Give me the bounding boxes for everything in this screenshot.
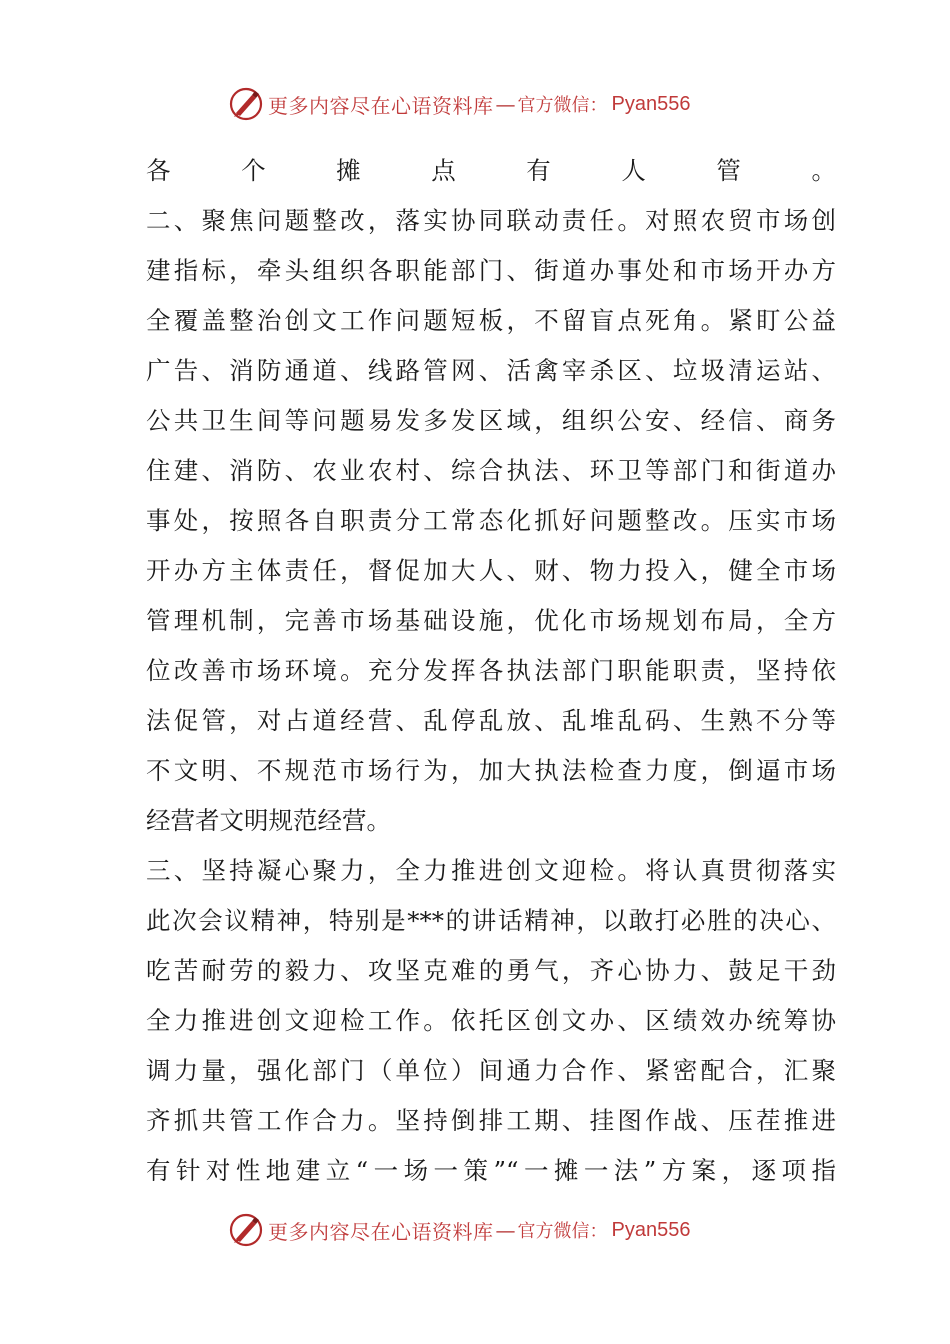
- body-line: 事处，按照各自职责分工常态化抓好问题整改。压实市场: [146, 506, 836, 535]
- body-line: 法促管，对占道经营、乱停乱放、乱堆乱码、生熟不分等: [146, 706, 836, 735]
- body-line: 此次会议精神，特别是***的讲话精神，以敢打必胜的决心、: [146, 906, 836, 935]
- body-line: 吃苦耐劳的毅力、攻坚克难的勇气，齐心协力、鼓足干劲: [146, 956, 836, 985]
- body-line: 建指标，牵头组织各职能部门、街道办事处和市场开办方: [146, 256, 836, 285]
- body-line: 公共卫生间等问题易发多发区域，组织公安、经信、商务: [146, 406, 836, 435]
- watermark-separator: —: [495, 92, 516, 116]
- watermark-site-text: 更多内容尽在心语资料库: [268, 93, 494, 118]
- watermark-contact-id: Pyan556: [611, 1218, 691, 1241]
- document-body: [146, 146, 836, 1196]
- watermark-site-text: 更多内容尽在心语资料库: [268, 1219, 494, 1244]
- pen-logo-icon: [228, 86, 264, 122]
- body-line: 管理机制，完善市场基础设施，优化市场规划布局，全方: [146, 606, 836, 635]
- body-line: 全力推进创文迎检工作。依托区创文办、区绩效办统筹协: [146, 1006, 836, 1035]
- footer-watermark: [228, 1210, 690, 1250]
- body-line: 位改善市场环境。充分发挥各执法部门职能职责，坚持依: [146, 656, 836, 685]
- body-line: 开办方主体责任，督促加大人、财、物力投入，健全市场: [146, 556, 836, 585]
- body-line: 三、坚持凝心聚力，全力推进创文迎检。将认真贯彻落实: [146, 856, 836, 885]
- body-line: 住建、消防、农业农村、综合执法、环卫等部门和街道办: [146, 456, 836, 485]
- body-line: 经营者文明规范经营。: [146, 806, 391, 835]
- pen-logo-icon: [228, 1212, 264, 1248]
- watermark-separator: —: [495, 1218, 516, 1242]
- body-line: 广告、消防通道、线路管网、活禽宰杀区、垃圾清运站、: [146, 356, 836, 385]
- body-line: 不文明、不规范市场行为，加大执法检查力度，倒逼市场: [146, 756, 836, 785]
- body-line: 全覆盖整治创文工作问题短板，不留盲点死角。紧盯公益: [146, 306, 836, 335]
- watermark-contact-label: 官方微信：: [517, 95, 608, 116]
- body-line: 调力量，强化部门（单位）间通力合作、紧密配合，汇聚: [146, 1056, 836, 1085]
- header-watermark: [228, 84, 690, 124]
- body-line: 齐抓共管工作合力。坚持倒排工期、挂图作战、压茬推进: [146, 1106, 836, 1135]
- body-line: 二、聚焦问题整改，落实协同联动责任。对照农贸市场创: [146, 206, 836, 235]
- body-line: 各个摊点有人管。: [146, 156, 836, 185]
- body-line: 有针对性地建立“一场一策”“一摊一法”方案，逐项指: [146, 1156, 836, 1185]
- watermark-contact-label: 官方微信：: [517, 1221, 608, 1242]
- watermark-contact-id: Pyan556: [611, 92, 691, 115]
